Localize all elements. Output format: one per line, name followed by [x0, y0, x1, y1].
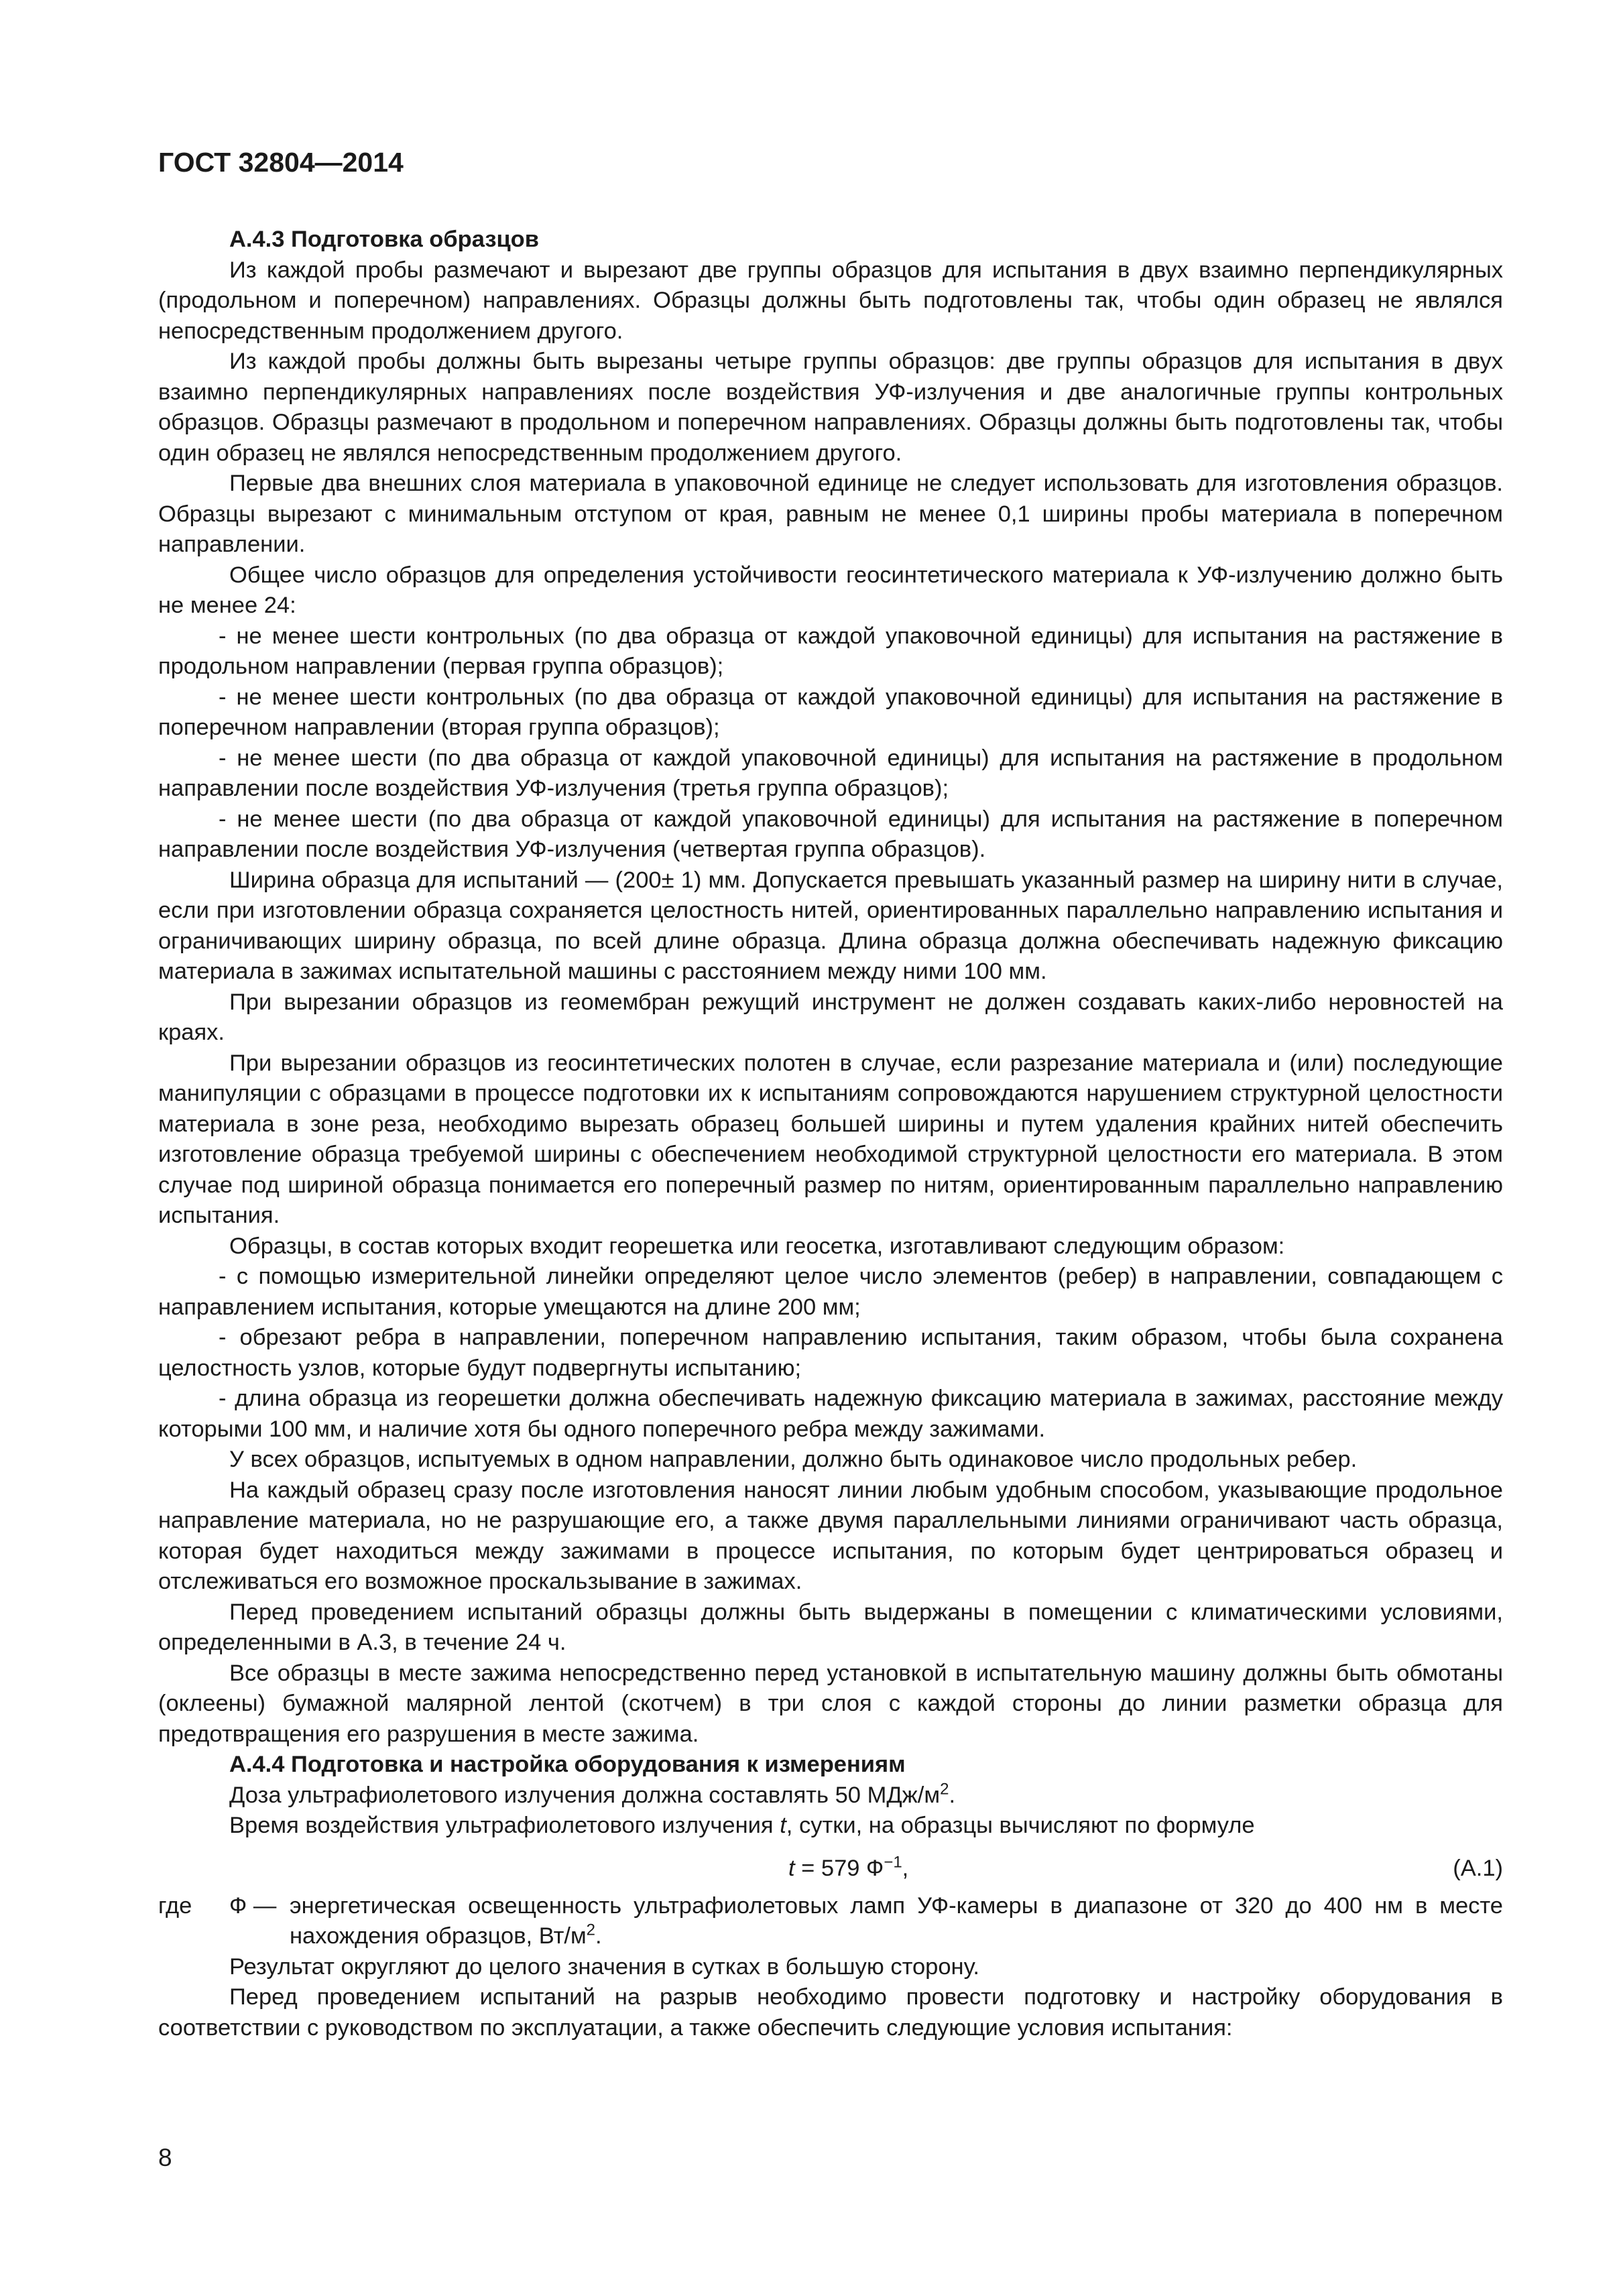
list-item: - не менее шести (по два образца от каждой упаковочной единицы) для испытания на растяжение в продольном направлении после воздействия УФ-излучения (третья группа образцов);: [158, 745, 1503, 801]
formula-block: [158, 1841, 1503, 1890]
dose-end: .: [949, 1782, 956, 1808]
section-heading-a43: А.4.3 Подготовка образцов: [229, 227, 539, 252]
paragraph: Перед проведением испытаний образцы должны быть выдержаны в помещении с климатическими условиями, определенными в А.3, в течение 24 ч.: [158, 1599, 1503, 1655]
definition-superscript: 2: [586, 1921, 596, 1939]
paragraph: Первые два внешних слоя материала в упаковочной единице не следует использовать для изготовления образцов. Образцы вырезают с минимальным отступом от края, равным не менее 0,1 ширины пробы материала в поперечном направлении.: [158, 471, 1503, 557]
definition-body: энергетическая освещенность ультрафиолетовых ламп УФ-камеры в диапазоне от 320 до 400 нм в месте нахождения образцов, Вт/м: [290, 1892, 1503, 1949]
paragraph: Все образцы в месте зажима непосредственно перед установкой в испытательную машину должны быть обмотаны (оклеены) бумажной малярной лентой (скотчем) в три слоя с каждой стороны до линии разметки образца для предотвращения его разрушения в месте зажима.: [158, 1660, 1503, 1747]
list-item: - обрезают ребра в направлении, поперечном направлению испытания, таким образом, чтобы была сохранена целостность узлов, которые будут подвергнуты испытанию;: [158, 1325, 1503, 1381]
where-label: где: [158, 1892, 192, 1919]
paragraph: Результат округляют до целого значения в сутках в большую сторону.: [229, 1953, 979, 1980]
list-item: - с помощью измерительной линейки определяют целое число элементов (ребер) в направлении, совпадающем с направлением испытания, которые умещаются на длине 200 мм;: [158, 1264, 1503, 1320]
formula-variable: t: [788, 1855, 795, 1881]
dose-paragraph: [158, 1780, 1503, 1811]
time-variable: t: [780, 1813, 786, 1838]
where-clause: [158, 1891, 1503, 1952]
paragraph: Ширина образца для испытаний — (200± 1) мм. Допускается превышать указанный размер на ширину нити в случае, если при изготовлении образца сохраняется целостность нитей, ориентированных параллельно направлению испытания и ограничивающих ширину образца, по всей длине образца. Длина образца должна обеспечивать надежную фиксацию материала в зажимах испытательной машины с расстоянием между ними 100 мм.: [158, 867, 1503, 984]
list-item: - не менее шести (по два образца от каждой упаковочной единицы) для испытания на растяжение в поперечном направлении после воздействия УФ-излучения (четвертая группа образцов).: [158, 806, 1503, 862]
paragraph: У всех образцов, испытуемых в одном направлении, должно быть одинаковое число продольных ребер.: [229, 1447, 1358, 1472]
time-paragraph: [158, 1811, 1503, 1841]
paragraph: Общее число образцов для определения устойчивости геосинтетического материала к УФ-излучению должно быть не менее 24:: [158, 562, 1503, 618]
formula: [788, 1854, 908, 1884]
document-body: [158, 225, 1503, 2043]
paragraph: Из каждой пробы должны быть вырезаны четыре группы образцов: две группы образцов для испытания в двух взаимно перпендикулярных направлениях после воздействия УФ-излучения и две аналогичные группы контрольных образцов. Образцы размечают в продольном и поперечном направлениях. Образцы должны быть подготовлены так, чтобы один образец не являлся непосредственным продолжением другого.: [158, 349, 1503, 466]
paragraph: Перед проведением испытаний на разрыв необходимо провести подготовку и настройку оборудования в соответствии с руководством по эксплуатации, а также обеспечить следующие условия испытания:: [158, 1984, 1503, 2041]
page-number: 8: [158, 2144, 172, 2171]
dose-superscript: 2: [940, 1780, 949, 1798]
paragraph: При вырезании образцов из геомембран режущий инструмент не должен создавать каких-либо неровностей на краях.: [158, 989, 1503, 1045]
paragraph: Образцы, в состав которых входит георешетка или геосетка, изготавливают следующим образом:: [229, 1233, 1285, 1259]
paragraph: На каждый образец сразу после изготовления наносят линии любым удобным способом, указывающие продольное направление материала, но не разрушающие его, а также двумя параллельными линиями ограничивают часть образца, которая будет находиться между зажимами в процессе испытания, по которым будет центрироваться образец и отслеживаться его возможное проскальзывание в зажимах.: [158, 1477, 1503, 1594]
time-text-end: , сутки, на образцы вычисляют по формуле: [786, 1813, 1255, 1838]
paragraph: Из каждой пробы размечают и вырезают две группы образцов для испытания в двух взаимно перпендикулярных (продольном и поперечном) направлениях. Образцы должны быть подготовлены так, чтобы один образец не являлся непосредственным продолжением другого.: [158, 257, 1503, 344]
dose-text: Доза ультрафиолетового излучения должна составлять 50 МДж/м: [229, 1782, 941, 1808]
paragraph: При вырезании образцов из геосинтетических полотен в случае, если разрезание материала и (или) последующие манипуляции с образцами в процессе подготовки их к испытаниям сопровождаются нарушением структурной целостности материала в зоне реза, необходимо вырезать образец большей ширины и путем удаления крайних нитей обеспечить изготовление образца требуемой ширины с обеспечением необходимой структурной целостности его материала. В этом случае под шириной образца понимается его поперечный размер по нитям, ориентированным параллельно направлению испытания.: [158, 1050, 1503, 1228]
equation-number: (А.1): [1453, 1855, 1503, 1881]
definition-text: [290, 1891, 1503, 1952]
time-text-start: Время воздействия ультрафиолетового излучения: [229, 1813, 780, 1838]
document-header: ГОСТ 32804—2014: [158, 147, 404, 178]
formula-exponent: −1: [884, 1853, 902, 1871]
list-item: - не менее шести контрольных (по два образца от каждой упаковочной единицы) для испытания на растяжение в поперечном направлении (вторая группа образцов);: [158, 684, 1503, 740]
definition-end: .: [595, 1923, 602, 1949]
formula-body: = 579 Ф: [794, 1855, 884, 1881]
list-item: - длина образца из георешетки должна обеспечивать надежную фиксацию материала в зажимах, расстояние между которыми 100 мм, и наличие хотя бы одного поперечного ребра между зажимами.: [158, 1386, 1503, 1442]
definition-symbol: Ф —: [229, 1892, 277, 1919]
section-heading-a44: А.4.4 Подготовка и настройка оборудования к измерениям: [229, 1752, 906, 1777]
list-item: - не менее шести контрольных (по два образца от каждой упаковочной единицы) для испытания на растяжение в продольном направлении (первая группа образцов);: [158, 623, 1503, 679]
formula-end: ,: [902, 1855, 909, 1881]
